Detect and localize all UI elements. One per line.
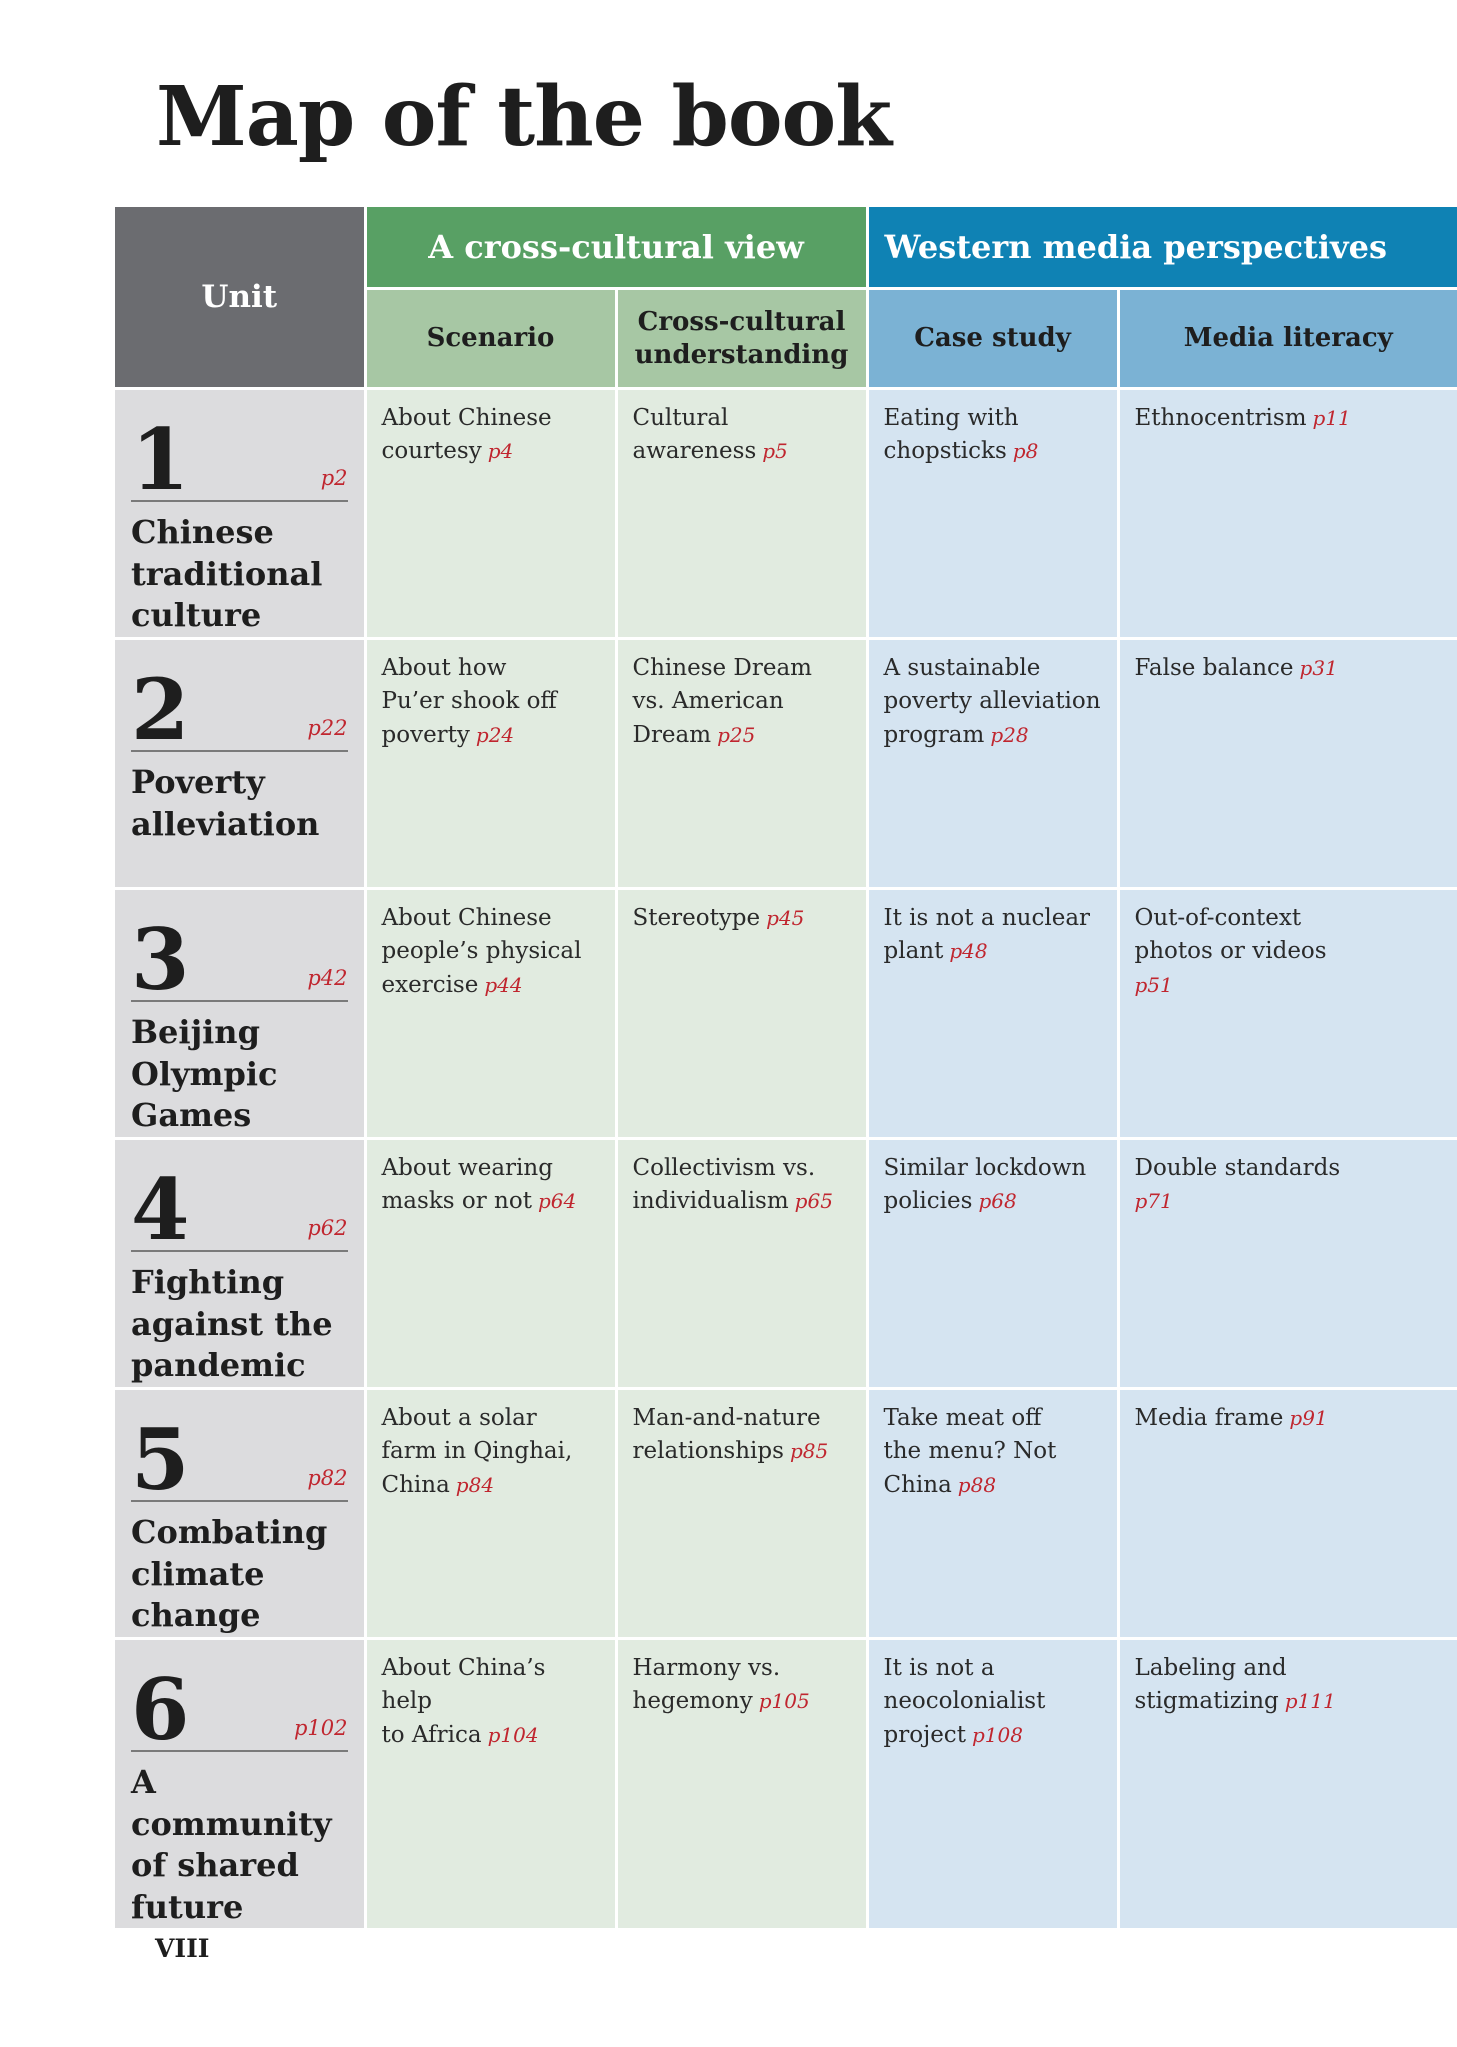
header-scenario: Scenario (365, 289, 616, 389)
unit-cell (115, 889, 365, 1139)
page-ref: p71 (1134, 1189, 1173, 1214)
unit-page-ref: p42 (307, 966, 348, 990)
page-ref: p4 (487, 439, 514, 464)
cross-cultural-cell (616, 389, 867, 639)
unit-number: 6 (131, 1660, 190, 1760)
cross-cultural-line-text: Collectivism vs. (632, 1155, 816, 1181)
cross-cultural-line-text: Stereotype (632, 905, 761, 931)
scenario-line (382, 652, 601, 685)
header-cross-cultural-line1: Cross-cultural (637, 307, 846, 337)
header-media-literacy: Media literacy (1118, 289, 1457, 389)
media-literacy-cell (1118, 639, 1457, 889)
header-western-media-perspectives: Western media perspectives (867, 207, 1457, 289)
case-study-line (884, 435, 1103, 468)
media-literacy-line (1135, 1152, 1444, 1185)
scenario-line (382, 902, 601, 935)
page-ref: p24 (475, 722, 515, 747)
scenario-line (382, 1402, 601, 1435)
cross-cultural-text (618, 1140, 866, 1219)
cross-cultural-line-text: Dream (632, 721, 712, 748)
cross-cultural-text (618, 640, 866, 752)
scenario-text (367, 390, 615, 469)
scenario-line-text: people’s physical (381, 938, 582, 965)
case-study-line (884, 1652, 1103, 1685)
cross-cultural-line (633, 719, 852, 752)
case-study-line-text: plant (883, 938, 944, 965)
media-literacy-text (1120, 1640, 1457, 1719)
case-study-text (869, 1640, 1117, 1752)
page-ref: p44 (484, 972, 523, 997)
unit-title-line: climate (131, 1554, 265, 1593)
map-table (115, 207, 1457, 1931)
media-literacy-text (1120, 1140, 1457, 1219)
case-study-line-text: It is not a (883, 1655, 995, 1681)
media-literacy-line-text: Double standards (1134, 1155, 1341, 1181)
media-literacy-cell (1118, 889, 1457, 1139)
cross-cultural-line-text: vs. American (632, 688, 784, 715)
page-ref: p111 (1284, 1689, 1336, 1714)
page-ref: p85 (789, 1439, 829, 1464)
scenario-line-text: About wearing (381, 1155, 553, 1181)
unit-cell (115, 1389, 365, 1639)
unit-title-line: change (131, 1596, 261, 1635)
scenario-line-text: Pu’er shook off (381, 688, 557, 715)
unit-title-line: A community (131, 1763, 332, 1843)
case-study-cell (867, 1639, 1118, 1930)
case-study-line-text: program (883, 721, 985, 748)
case-study-line-text: It is not a nuclear (883, 905, 1091, 931)
header-cross-cultural-line2: understanding (634, 339, 849, 370)
cross-cultural-line-text: Man-and-nature (632, 1405, 821, 1431)
case-study-line (884, 935, 1103, 968)
case-study-line (884, 1185, 1103, 1218)
page-title: Map of the book (156, 69, 892, 165)
case-study-line-text: Eating with (883, 405, 1019, 431)
unit-cell (115, 1639, 365, 1930)
unit-cell (115, 1139, 365, 1389)
case-study-text (869, 390, 1117, 469)
media-literacy-line-text: Media frame (1134, 1405, 1284, 1431)
unit-title-line: Beijing (131, 1013, 260, 1051)
cross-cultural-line-text: Cultural (632, 405, 729, 431)
scenario-line-text: masks or not (381, 1188, 532, 1215)
scenario-line-text: About a solar (381, 1405, 537, 1431)
page-ref: p64 (537, 1189, 577, 1214)
scenario-text (367, 1140, 615, 1219)
cross-cultural-line-text: hegemony (632, 1688, 753, 1715)
media-literacy-line (1135, 935, 1444, 968)
unit-page-ref: p102 (293, 1716, 348, 1740)
scenario-cell (365, 1139, 616, 1389)
unit-number: 4 (131, 1160, 190, 1260)
media-literacy-line-text: photos or videos (1134, 938, 1327, 965)
case-study-line (884, 1719, 1103, 1752)
media-literacy-cell (1118, 1139, 1457, 1389)
media-literacy-line-text: stigmatizing (1134, 1688, 1279, 1715)
scenario-line (382, 1185, 601, 1218)
unit-title-line: future (131, 1887, 244, 1926)
scenario-cell (365, 1389, 616, 1639)
unit-title-line: Poverty (131, 763, 265, 801)
unit-header-line (131, 908, 348, 1010)
table-row (115, 1639, 1457, 1930)
case-study-line-text: Similar lockdown (883, 1155, 1087, 1181)
page-ref: p84 (455, 1472, 495, 1497)
unit-title-line: Combating (131, 1513, 328, 1551)
media-literacy-text (1120, 890, 1457, 1002)
scenario-line (382, 969, 601, 1002)
unit-title-line: alleviation (131, 804, 320, 843)
cross-cultural-line (633, 652, 852, 685)
unit-rows (115, 389, 1457, 1930)
media-literacy-cell (1118, 1389, 1457, 1639)
case-study-line-text: Take meat off (883, 1405, 1042, 1431)
cross-cultural-cell (616, 639, 867, 889)
table-row (115, 1389, 1457, 1639)
scenario-line-text: exercise (381, 971, 479, 998)
unit-title (131, 1512, 348, 1637)
cross-cultural-line (633, 1185, 852, 1218)
unit-number: 1 (131, 410, 190, 510)
header-cross-cultural-understanding (616, 289, 867, 389)
cross-cultural-line (633, 902, 852, 935)
media-literacy-line-text: False balance (1134, 655, 1294, 681)
cross-cultural-line (633, 685, 852, 718)
case-study-line (884, 685, 1103, 718)
case-study-line-text: chopsticks (883, 438, 1007, 465)
case-study-line (884, 1685, 1103, 1718)
table-row (115, 389, 1457, 639)
cross-cultural-text (618, 390, 866, 469)
scenario-line-text: courtesy (381, 438, 482, 465)
case-study-cell (867, 1389, 1118, 1639)
scenario-cell (365, 639, 616, 889)
case-study-line (884, 902, 1103, 935)
table-row (115, 639, 1457, 889)
media-literacy-cell (1118, 389, 1457, 639)
media-literacy-line-text: Labeling and (1134, 1655, 1287, 1681)
scenario-line (382, 1719, 601, 1752)
cross-cultural-line (633, 402, 852, 435)
media-literacy-line-text: Out-of-context (1134, 905, 1302, 931)
scenario-line-text: farm in Qinghai, (381, 1438, 573, 1465)
unit-title (131, 762, 348, 845)
unit-header-line (131, 1658, 348, 1760)
cross-cultural-text (618, 890, 866, 935)
cross-cultural-cell (616, 1139, 867, 1389)
unit-number: 5 (131, 1410, 190, 1510)
case-study-cell (867, 889, 1118, 1139)
media-literacy-text (1120, 390, 1457, 435)
header-case-study: Case study (867, 289, 1118, 389)
page-ref: p25 (717, 722, 756, 747)
case-study-line (884, 1469, 1103, 1502)
media-literacy-line (1135, 652, 1444, 685)
page-ref: p28 (990, 722, 1029, 747)
page-ref: p5 (762, 439, 788, 464)
case-study-line (884, 1435, 1103, 1468)
unit-title-line: Fighting (131, 1263, 285, 1301)
case-study-line (884, 719, 1103, 752)
cross-cultural-line (633, 1435, 852, 1468)
cross-cultural-text (618, 1390, 866, 1469)
cross-cultural-line-text: relationships (632, 1438, 784, 1465)
unit-title-line: traditional (131, 554, 323, 593)
unit-number: 2 (131, 660, 190, 760)
scenario-line (382, 435, 601, 468)
case-study-text (869, 890, 1117, 969)
page-ref: p108 (971, 1722, 1023, 1747)
unit-title-line: Chinese (131, 513, 274, 551)
cross-cultural-line (633, 435, 852, 468)
scenario-line (382, 1435, 601, 1468)
unit-header-line (131, 1408, 348, 1510)
cross-cultural-line (633, 1652, 852, 1685)
page-ref: p104 (487, 1722, 539, 1747)
scenario-text (367, 1390, 615, 1502)
media-literacy-line (1135, 402, 1444, 435)
unit-header-line (131, 1158, 348, 1260)
unit-title (131, 1762, 348, 1928)
media-literacy-line (1135, 1402, 1444, 1435)
case-study-cell (867, 389, 1118, 639)
scenario-line-text: to Africa (381, 1721, 482, 1748)
case-study-line (884, 1152, 1103, 1185)
unit-title-line: of shared (131, 1846, 299, 1885)
cross-cultural-line (633, 1402, 852, 1435)
page-ref: p91 (1289, 1406, 1328, 1430)
scenario-line (382, 1652, 601, 1719)
case-study-line-text: A sustainable (883, 655, 1041, 681)
media-literacy-text (1120, 1390, 1457, 1435)
media-literacy-text (1120, 640, 1457, 685)
unit-title-line: Games (131, 1096, 252, 1135)
cross-cultural-cell (616, 1389, 867, 1639)
unit-title (131, 1262, 348, 1387)
table-row (115, 1139, 1457, 1389)
case-study-text (869, 1140, 1117, 1219)
media-literacy-cell (1118, 1639, 1457, 1930)
cross-cultural-text (618, 1640, 866, 1719)
unit-page-ref: p62 (307, 1216, 348, 1240)
scenario-line-text: About China’s help (381, 1655, 546, 1715)
cross-cultural-line-text: Chinese Dream (632, 655, 812, 681)
scenario-cell (365, 889, 616, 1139)
cross-cultural-cell (616, 889, 867, 1139)
case-study-text (869, 640, 1117, 752)
scenario-line-text: poverty (381, 721, 470, 748)
page-ref: p11 (1312, 406, 1351, 430)
case-study-line-text: China (883, 1471, 952, 1498)
case-study-line (884, 652, 1103, 685)
media-literacy-line-text: Ethnocentrism (1134, 405, 1307, 431)
unit-title-line: against the (131, 1304, 333, 1343)
unit-title (131, 512, 348, 637)
case-study-cell (867, 1139, 1118, 1389)
media-literacy-page-line (1135, 969, 1444, 1002)
case-study-cell (867, 639, 1118, 889)
case-study-line-text: project (883, 1721, 966, 1748)
scenario-line (382, 1469, 601, 1502)
case-study-line-text: neocolonialist (883, 1688, 1046, 1715)
page-ref: p45 (766, 906, 805, 930)
scenario-text (367, 1640, 615, 1752)
unit-cell (115, 639, 365, 889)
scenario-text (367, 640, 615, 752)
scenario-line (382, 402, 601, 435)
page-number: VIII (155, 1934, 210, 1963)
page-ref: p68 (978, 1189, 1017, 1214)
cross-cultural-line-text: Harmony vs. (632, 1655, 781, 1681)
cross-cultural-line-text: individualism (632, 1188, 789, 1215)
unit-header-line (131, 408, 348, 510)
unit-number: 3 (131, 910, 190, 1010)
page-ref: p65 (794, 1189, 833, 1214)
case-study-line (884, 1402, 1103, 1435)
scenario-line (382, 1152, 601, 1185)
page-ref: p51 (1134, 972, 1173, 997)
case-study-text (869, 1390, 1117, 1502)
table-row (115, 889, 1457, 1139)
page-ref: p31 (1299, 656, 1338, 680)
scenario-line-text: About Chinese (381, 405, 552, 431)
case-study-line-text: policies (883, 1188, 973, 1215)
scenario-line (382, 685, 601, 718)
unit-title-line: culture (131, 596, 262, 635)
header-cross-cultural-view: A cross-cultural view (365, 207, 867, 289)
page-ref: p8 (1012, 439, 1039, 464)
scenario-line-text: About how (381, 655, 507, 681)
page-ref: p105 (758, 1689, 810, 1714)
unit-title-line: Olympic (131, 1054, 278, 1093)
page-ref: p88 (957, 1472, 997, 1497)
scenario-cell (365, 1639, 616, 1930)
scenario-text (367, 890, 615, 1002)
case-study-line-text: the menu? Not (883, 1438, 1057, 1465)
cross-cultural-line (633, 1685, 852, 1718)
media-literacy-line (1135, 1685, 1444, 1718)
scenario-line-text: About Chinese (381, 905, 552, 931)
header-unit: Unit (115, 207, 365, 389)
scenario-line (382, 719, 601, 752)
media-literacy-line (1135, 1652, 1444, 1685)
cross-cultural-line (633, 1152, 852, 1185)
unit-page-ref: p2 (320, 466, 348, 490)
scenario-cell (365, 389, 616, 639)
scenario-line-text: China (381, 1471, 450, 1498)
page-ref: p48 (949, 939, 988, 964)
unit-title (131, 1012, 348, 1137)
unit-title-line: pandemic (131, 1346, 306, 1385)
media-literacy-page-line (1135, 1185, 1444, 1218)
case-study-line-text: poverty alleviation (883, 688, 1101, 715)
unit-header-line (131, 658, 348, 760)
unit-page-ref: p22 (307, 716, 348, 740)
unit-page-ref: p82 (307, 1466, 348, 1490)
unit-cell (115, 389, 365, 639)
cross-cultural-line-text: awareness (632, 438, 757, 465)
scenario-line (382, 935, 601, 968)
cross-cultural-cell (616, 1639, 867, 1930)
case-study-line (884, 402, 1103, 435)
media-literacy-line (1135, 902, 1444, 935)
